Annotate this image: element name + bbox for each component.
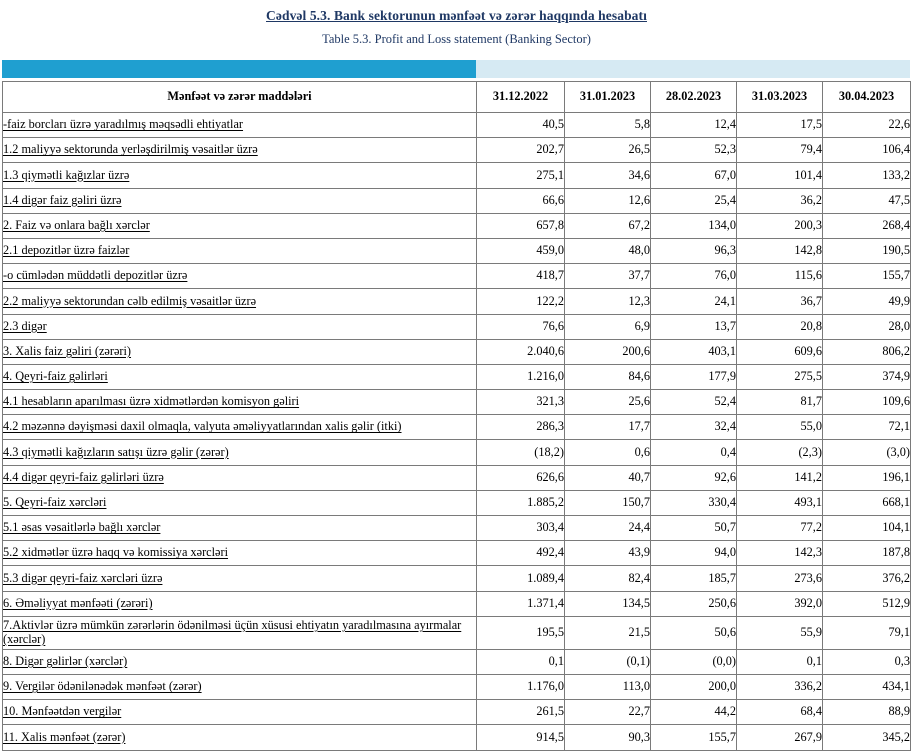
row-value: 12,6	[565, 188, 651, 213]
title-en: Table 5.3. Profit and Loss statement (Banking Sector)	[322, 32, 591, 46]
band-right	[476, 60, 910, 78]
table-head	[3, 82, 911, 113]
row-value: 142,8	[737, 238, 823, 263]
row-value: 150,7	[565, 490, 651, 515]
row-value: 115,6	[737, 264, 823, 289]
table-row	[3, 566, 911, 591]
column-header-date-2: 28.02.2023	[651, 82, 737, 113]
row-value: 94,0	[651, 541, 737, 566]
row-value: 113,0	[565, 674, 651, 699]
row-label: 1.4 digər faiz gəliri üzrə	[3, 188, 477, 213]
row-value: 0,1	[477, 649, 565, 674]
table-row	[3, 516, 911, 541]
row-value: 104,1	[823, 516, 911, 541]
row-value: 261,5	[477, 700, 565, 725]
row-label: 4.3 qiymətli kağızların satışı üzrə gəlir (zərər)	[3, 440, 477, 465]
row-value: 52,3	[651, 138, 737, 163]
row-value: 20,8	[737, 314, 823, 339]
row-value: 48,0	[565, 238, 651, 263]
row-value: 43,9	[565, 541, 651, 566]
row-value: 17,5	[737, 113, 823, 138]
row-label: 10. Mənfəətdən vergilər	[3, 700, 477, 725]
title-block	[0, 0, 913, 47]
row-value: 81,7	[737, 390, 823, 415]
row-label: 9. Vergilər ödənilənədək mənfəət (zərər)	[3, 674, 477, 699]
row-value: 5,8	[565, 113, 651, 138]
row-value: 50,6	[651, 616, 737, 649]
row-value: 275,5	[737, 364, 823, 389]
row-label: 4. Qeyri-faiz gəlirləri	[3, 364, 477, 389]
table-row	[3, 541, 911, 566]
row-value: 28,0	[823, 314, 911, 339]
row-value: 36,7	[737, 289, 823, 314]
table-row	[3, 163, 911, 188]
row-value: 0,4	[651, 440, 737, 465]
header-color-band	[0, 60, 913, 78]
row-value: 25,4	[651, 188, 737, 213]
row-value: 200,3	[737, 213, 823, 238]
row-value: 0,6	[565, 440, 651, 465]
row-value: 24,4	[565, 516, 651, 541]
row-value: 106,4	[823, 138, 911, 163]
row-value: 626,6	[477, 465, 565, 490]
row-value: 134,0	[651, 213, 737, 238]
row-value: 177,9	[651, 364, 737, 389]
row-label: 4.4 digər qeyri-faiz gəlirləri üzrə	[3, 465, 477, 490]
row-value: 47,5	[823, 188, 911, 213]
row-value: 79,1	[823, 616, 911, 649]
row-value: 82,4	[565, 566, 651, 591]
row-value: 345,2	[823, 725, 911, 750]
row-value: 806,2	[823, 339, 911, 364]
row-value: 37,7	[565, 264, 651, 289]
row-value: 50,7	[651, 516, 737, 541]
row-value: 512,9	[823, 591, 911, 616]
row-label: 1.3 qiymətli kağızlar üzrə	[3, 163, 477, 188]
row-value: 1.371,4	[477, 591, 565, 616]
row-value: 0,1	[737, 649, 823, 674]
row-label: -o cümlədən müddətli depozitlər üzrə	[3, 264, 477, 289]
row-value: 72,1	[823, 415, 911, 440]
row-value: 1.176,0	[477, 674, 565, 699]
row-value: 0,3	[823, 649, 911, 674]
row-label: 5.3 digər qeyri-faiz xərcləri üzrə	[3, 566, 477, 591]
row-value: 376,2	[823, 566, 911, 591]
row-value: 434,1	[823, 674, 911, 699]
row-value: 6,9	[565, 314, 651, 339]
row-value: 44,2	[651, 700, 737, 725]
row-value: 92,6	[651, 465, 737, 490]
row-label: 2.1 depozitlər üzrə faizlər	[3, 238, 477, 263]
row-value: 90,3	[565, 725, 651, 750]
table-row	[3, 674, 911, 699]
row-value: 12,3	[565, 289, 651, 314]
row-value: 1.885,2	[477, 490, 565, 515]
row-value: 88,9	[823, 700, 911, 725]
table-row	[3, 113, 911, 138]
row-value: 267,9	[737, 725, 823, 750]
row-value: 34,6	[565, 163, 651, 188]
row-value: 12,4	[651, 113, 737, 138]
row-value: 101,4	[737, 163, 823, 188]
row-value: 84,6	[565, 364, 651, 389]
row-value: 195,5	[477, 616, 565, 649]
table-row	[3, 465, 911, 490]
row-value: (0,0)	[651, 649, 737, 674]
row-value: 77,2	[737, 516, 823, 541]
row-value: 1.216,0	[477, 364, 565, 389]
table-row	[3, 314, 911, 339]
table-row	[3, 649, 911, 674]
row-value: 17,7	[565, 415, 651, 440]
table-row	[3, 390, 911, 415]
row-value: 76,6	[477, 314, 565, 339]
row-value: 55,0	[737, 415, 823, 440]
row-value: (2,3)	[737, 440, 823, 465]
row-label: 4.1 hesabların aparılması üzrə xidmətlərdən komisyon gəliri	[3, 390, 477, 415]
row-label: 2.3 digər	[3, 314, 477, 339]
row-value: 374,9	[823, 364, 911, 389]
table-row	[3, 490, 911, 515]
row-value: 657,8	[477, 213, 565, 238]
row-value: 609,6	[737, 339, 823, 364]
row-value: 250,6	[651, 591, 737, 616]
table-row	[3, 415, 911, 440]
row-label: 5.1 əsas vəsaitlərlə bağlı xərclər	[3, 516, 477, 541]
row-value: 36,2	[737, 188, 823, 213]
table-header-row	[3, 82, 911, 113]
row-value: 141,2	[737, 465, 823, 490]
row-label: 7.Aktivlər üzrə mümkün zərərlərin ödənilməsi üçün xüsusi ehtiyatın yaradılmasına ayırmalar (xərclər)	[3, 616, 477, 649]
row-value: 66,6	[477, 188, 565, 213]
row-value: 1.089,4	[477, 566, 565, 591]
row-value: 76,0	[651, 264, 737, 289]
row-value: (18,2)	[477, 440, 565, 465]
row-value: 142,3	[737, 541, 823, 566]
band-left	[2, 60, 476, 78]
column-header-date-3: 31.03.2023	[737, 82, 823, 113]
row-value: 392,0	[737, 591, 823, 616]
row-label: 2.2 maliyyə sektorundan cəlb edilmiş vəsaitlər üzrə	[3, 289, 477, 314]
row-label: 6. Əməliyyat mənfəəti (zərəri)	[3, 591, 477, 616]
row-value: 67,2	[565, 213, 651, 238]
table-row	[3, 188, 911, 213]
row-label: 5. Qeyri-faiz xərcləri	[3, 490, 477, 515]
row-value: 122,2	[477, 289, 565, 314]
row-value: 68,4	[737, 700, 823, 725]
table-row	[3, 725, 911, 750]
row-value: 268,4	[823, 213, 911, 238]
row-value: 26,5	[565, 138, 651, 163]
row-value: (0,1)	[565, 649, 651, 674]
column-header-date-4: 30.04.2023	[823, 82, 911, 113]
row-value: 55,9	[737, 616, 823, 649]
row-value: 336,2	[737, 674, 823, 699]
row-label: 2. Faiz və onlara bağlı xərclər	[3, 213, 477, 238]
row-value: 22,7	[565, 700, 651, 725]
row-value: 202,7	[477, 138, 565, 163]
row-value: 492,4	[477, 541, 565, 566]
row-value: 24,1	[651, 289, 737, 314]
row-value: 133,2	[823, 163, 911, 188]
column-header-date-1: 31.01.2023	[565, 82, 651, 113]
table-row	[3, 264, 911, 289]
row-value: 155,7	[651, 725, 737, 750]
row-value: 79,4	[737, 138, 823, 163]
row-value: 134,5	[565, 591, 651, 616]
row-value: 22,6	[823, 113, 911, 138]
table-row	[3, 213, 911, 238]
row-value: 155,7	[823, 264, 911, 289]
title-az: Cədvəl 5.3. Bank sektorunun mənfəət və zərər haqqında hesabatı	[266, 8, 647, 23]
row-value: 32,4	[651, 415, 737, 440]
row-value: 196,1	[823, 465, 911, 490]
table-row	[3, 616, 911, 649]
row-value: 275,1	[477, 163, 565, 188]
row-value: 49,9	[823, 289, 911, 314]
row-label: 8. Digər gəlirlər (xərclər)	[3, 649, 477, 674]
table-row	[3, 289, 911, 314]
row-value: 67,0	[651, 163, 737, 188]
row-value: 403,1	[651, 339, 737, 364]
row-value: 96,3	[651, 238, 737, 263]
column-header-date-0: 31.12.2022	[477, 82, 565, 113]
row-value: 25,6	[565, 390, 651, 415]
row-label: 1.2 maliyyə sektorunda yerləşdirilmiş vəsaitlər üzrə	[3, 138, 477, 163]
row-label: 11. Xalis mənfəət (zərər)	[3, 725, 477, 750]
row-value: 459,0	[477, 238, 565, 263]
row-value: 52,4	[651, 390, 737, 415]
row-value: (3,0)	[823, 440, 911, 465]
row-value: 13,7	[651, 314, 737, 339]
table-row	[3, 591, 911, 616]
row-value: 2.040,6	[477, 339, 565, 364]
row-value: 109,6	[823, 390, 911, 415]
row-value: 40,7	[565, 465, 651, 490]
row-value: 668,1	[823, 490, 911, 515]
row-label: 4.2 məzənnə dəyişməsi daxil olmaqla, valyuta əməliyyatlarından xalis gəlir (itki)	[3, 415, 477, 440]
row-value: 200,0	[651, 674, 737, 699]
row-value: 21,5	[565, 616, 651, 649]
row-value: 190,5	[823, 238, 911, 263]
profit-loss-table	[2, 81, 911, 751]
row-value: 200,6	[565, 339, 651, 364]
row-value: 330,4	[651, 490, 737, 515]
table-row	[3, 440, 911, 465]
table-row	[3, 364, 911, 389]
row-value: 418,7	[477, 264, 565, 289]
table-row	[3, 700, 911, 725]
row-value: 185,7	[651, 566, 737, 591]
table-row	[3, 339, 911, 364]
table-row	[3, 238, 911, 263]
row-value: 493,1	[737, 490, 823, 515]
row-label: 5.2 xidmətlər üzrə haqq və komissiya xərcləri	[3, 541, 477, 566]
table-row	[3, 138, 911, 163]
row-value: 914,5	[477, 725, 565, 750]
row-label: -faiz borcları üzrə yaradılmış məqsədli ehtiyatlar	[3, 113, 477, 138]
row-label: 3. Xalis faiz gəliri (zərəri)	[3, 339, 477, 364]
row-value: 303,4	[477, 516, 565, 541]
row-value: 321,3	[477, 390, 565, 415]
table-body	[3, 113, 911, 751]
row-value: 286,3	[477, 415, 565, 440]
row-value: 187,8	[823, 541, 911, 566]
row-value: 273,6	[737, 566, 823, 591]
row-value: 40,5	[477, 113, 565, 138]
column-header-label: Mənfəət və zərər maddələri	[3, 82, 477, 113]
